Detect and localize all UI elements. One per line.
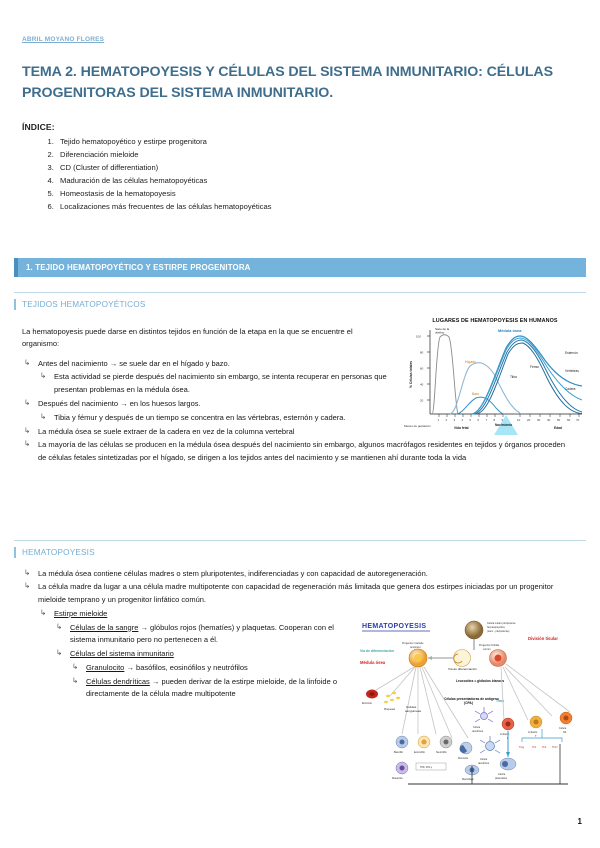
svg-text:Vértebras: Vértebras — [565, 369, 579, 373]
svg-text:(stem - pluripotente): (stem - pluripotente) — [487, 630, 510, 633]
index-block — [22, 122, 442, 215]
svg-text:Célula: Célula — [473, 726, 481, 729]
bullet-text: La célula madre da lugar a una célula madre multipotente con capacidad de regeneración más limitada que genera dos estirpes iniciadas por un progenitor mieloide temprano y un progenitor linfático común. — [38, 582, 554, 604]
svg-text:común: común — [483, 648, 491, 651]
bullet-celulas-sangre — [54, 622, 344, 647]
svg-text:Neutrófilo: Neutrófilo — [436, 751, 447, 754]
svg-text:Células: Células — [406, 705, 417, 709]
link-celulas-sistema-inmunitario[interactable]: Células del sistema inmunitario — [70, 648, 174, 658]
svg-text:Eosinófilo: Eosinófilo — [414, 751, 425, 754]
granulocito-text: → basófilos, eosinófilos y neutrófilos — [124, 662, 248, 672]
subsection-divider — [14, 292, 586, 293]
index-item-3: 3. CD (Cluster of differentiation) — [56, 162, 442, 175]
intro-paragraph: La hematopoyesis puede darse en distintos tejidos en función de la etapa en la que se encuentre el organismo: — [22, 327, 353, 349]
svg-text:Bazo: Bazo — [472, 392, 480, 396]
svg-text:70: 70 — [576, 418, 580, 422]
celulas-dendriticas-text: → pueden derivar de la estirpe mieloide, de la linfoide o directamente de la célula madre multipotente — [86, 676, 337, 699]
svg-text:30: 30 — [537, 418, 541, 422]
svg-text:Nacimiento: Nacimiento — [495, 423, 513, 427]
svg-text:Th17: Th17 — [552, 746, 558, 749]
link-estirpe-mieloide[interactable]: Estirpe mieloide — [54, 608, 108, 618]
svg-text:División tisular: División tisular — [528, 636, 559, 641]
svg-text:6: 6 — [477, 418, 480, 422]
svg-text:Vida fetal: Vida fetal — [454, 426, 469, 430]
svg-text:Th1: Th1 — [532, 746, 537, 749]
svg-text:Hígado: Hígado — [465, 360, 476, 364]
svg-text:Treg: Treg — [519, 746, 525, 749]
bullet-celulas-sistema-inmunitario — [54, 648, 344, 701]
svg-text:Fémur: Fémur — [530, 365, 540, 369]
svg-text:Célula: Célula — [480, 758, 488, 761]
svg-text:dendrítica: dendrítica — [472, 730, 483, 733]
author-link[interactable]: ABRIL MOYANO FLORES — [22, 36, 105, 43]
svg-text:Linfocito: Linfocito — [528, 731, 538, 734]
svg-text:20: 20 — [420, 398, 424, 403]
svg-text:plasmática: plasmática — [495, 777, 507, 780]
celulas-sangre-text: → glóbulos rojos (hematíes) y plaquetas. Cooperan con el sistema inmunitario pero no pertenecen a él. — [70, 622, 334, 645]
svg-text:Edad: Edad — [554, 426, 563, 430]
section-heading-bar — [14, 258, 586, 277]
svg-text:TNF, IFN-γ: TNF, IFN-γ — [420, 766, 433, 769]
svg-text:Progenitor linfoide: Progenitor linfoide — [479, 644, 500, 647]
svg-text:80: 80 — [420, 350, 424, 355]
subsection-tejidos — [14, 292, 586, 310]
bullet-macrofagos-residentes: ↳ La mayoría de las células se producen en la médula ósea después del nacimiento sin embargo, algunos macrófagos residentes en tejidos y órganos proceden de células fetales sintetizadas por el hígado, se dirigen a los tejidos antes del nacimiento y se mantienen ahí durante toda la vida — [22, 439, 570, 464]
page-title: TEMA 2. HEMATOPOYESIS Y CÉLULAS DEL SISTEMA INMUNITARIO: CÉLULAS PROGENITORAS DEL SISTEMA INMUNITARIO. — [22, 64, 553, 101]
link-celulas-sangre[interactable]: Células de la sangre — [70, 622, 139, 632]
svg-text:Tibia: Tibia — [510, 375, 517, 379]
svg-text:8: 8 — [493, 418, 496, 422]
page-number: 1 — [577, 817, 582, 826]
svg-text:Esternón: Esternón — [565, 351, 578, 355]
svg-text:Médula ósea: Médula ósea — [360, 660, 386, 665]
svg-text:Saco de la: Saco de la — [435, 327, 450, 331]
svg-text:40: 40 — [547, 418, 551, 422]
svg-text:9: 9 — [501, 418, 504, 422]
index-label: ÍNDICE: — [22, 122, 55, 132]
section-heading-text: 1. TEJIDO HEMATOPOYÉTICO Y ESTIRPE PROGENITORA — [26, 263, 251, 272]
svg-text:Leucocitos = glóbulos blancos: Leucocitos = glóbulos blancos — [456, 679, 505, 683]
svg-text:NK: NK — [563, 731, 567, 734]
bullet-tibia-femur: ↳ Tibia y fémur y después de un tiempo se concentra en las vértebras, esternón y cadera. — [38, 412, 394, 424]
index-list — [22, 136, 442, 214]
diagram-svg — [356, 616, 588, 788]
index-item-4: 4. Maduración de las células hematopoyéticas — [56, 175, 442, 188]
subsection-hematopoyesis-label: HEMATOPOYESIS — [14, 547, 586, 558]
svg-text:vitelino: vitelino — [435, 330, 445, 335]
figure-hematopoyesis-diagram — [356, 616, 588, 788]
svg-text:temprano: temprano — [410, 646, 421, 649]
svg-text:60: 60 — [567, 418, 571, 422]
index-item-6: 6. Localizaciones más frecuentes de las células hematopoyéticas — [56, 201, 442, 214]
svg-text:4: 4 — [461, 418, 464, 422]
svg-text:Vía de diferenciación: Vía de diferenciación — [448, 667, 477, 671]
svg-text:Linfocito: Linfocito — [500, 733, 510, 736]
svg-text:Células presentadoras de antíg: Células presentadoras de antígeno — [444, 697, 499, 701]
svg-text:7: 7 — [485, 418, 488, 422]
chart-title: LUGARES DE HEMATOPOYESIS EN HUMANOS — [432, 318, 558, 324]
svg-text:40: 40 — [420, 382, 424, 387]
subsection-tejidos-label: TEJIDOS HEMATOPOYÉTICOS — [14, 299, 586, 310]
svg-text:Meses de gestación: Meses de gestación — [404, 424, 431, 428]
svg-text:(CPA): (CPA) — [464, 701, 473, 705]
bullet-granulocito — [70, 662, 360, 674]
chart-svg — [402, 316, 588, 438]
svg-text:3: 3 — [453, 418, 456, 422]
bullet-despues-nacimiento — [22, 398, 394, 424]
svg-text:100: 100 — [416, 334, 421, 339]
svg-text:T: T — [535, 735, 537, 738]
svg-text:HEMATOPOYESIS: HEMATOPOYESIS — [362, 623, 427, 630]
svg-text:Mastocito: Mastocito — [392, 777, 403, 780]
link-granulocito[interactable]: Granulocito — [86, 662, 125, 672]
svg-text:Progenitor mieloide: Progenitor mieloide — [402, 642, 424, 645]
index-item-2: 2. Diferenciación mieloide — [56, 149, 442, 162]
svg-text:Th2: Th2 — [542, 746, 547, 749]
svg-text:2: 2 — [445, 418, 448, 422]
svg-text:Monocito: Monocito — [458, 757, 469, 760]
link-celulas-dendriticas[interactable]: Células dendríticas — [86, 676, 150, 686]
bullet-text: Antes del nacimiento → se suele dar en el hígado y bazo. — [38, 358, 230, 368]
bullet-medula-stem: ↳ La médula ósea contiene células madres o stem pluripotentes, indiferenciadas y con capacidad de autoregeneración. — [22, 568, 578, 580]
index-item-1: 1. Tejido hematopoyético y estirpe progenitora — [56, 136, 442, 149]
svg-text:Timo: Timo — [496, 699, 505, 703]
svg-text:Basófilo: Basófilo — [394, 751, 403, 754]
figure-lugares-hematopoyesis — [402, 316, 588, 438]
svg-text:Plaquetas: Plaquetas — [384, 708, 396, 711]
svg-text:5: 5 — [469, 418, 472, 422]
svg-text:Vía de diferenciación: Vía de diferenciación — [360, 649, 394, 653]
bullet-antes-nacimiento — [22, 358, 394, 397]
svg-text:Célula madre pluripotente: Célula madre pluripotente — [487, 622, 516, 625]
svg-text:50: 50 — [557, 418, 561, 422]
svg-text:Célula: Célula — [559, 727, 567, 730]
svg-text:1: 1 — [437, 418, 440, 422]
svg-text:60: 60 — [420, 366, 424, 371]
svg-text:hematopoyética: hematopoyética — [487, 626, 505, 629]
svg-text:10: 10 — [517, 418, 521, 422]
svg-text:Macrófago: Macrófago — [462, 778, 474, 781]
svg-text:sanguíneas: sanguíneas — [405, 709, 421, 713]
index-item-5: 5. Homeostasis de la hematopoyesis — [56, 188, 442, 201]
bullet-actividad-perdida: ↳ Esta actividad se pierde después del nacimiento sin embargo, se intenta recuperar en personas que presentan problemas en la médula ósea. — [38, 371, 394, 396]
svg-text:Cadera: Cadera — [565, 387, 576, 391]
bullet-celulas-dendriticas — [70, 676, 360, 701]
bullet-medula-extraccion: ↳ La médula ósea se suele extraer de la cadera en vez de la columna vertebral — [22, 426, 570, 438]
subsection-hematopoyesis — [14, 540, 586, 558]
svg-text:20: 20 — [527, 418, 531, 422]
svg-text:Médula ósea: Médula ósea — [498, 328, 522, 333]
svg-text:% Células totales: % Células totales — [409, 360, 413, 388]
svg-text:Eritrocito: Eritrocito — [362, 702, 372, 705]
bullet-text: Después del nacimiento → en los huesos largos. — [38, 398, 201, 408]
subsection-divider — [14, 540, 586, 541]
svg-text:dendrítica: dendrítica — [478, 762, 489, 765]
svg-text:Célula: Célula — [498, 773, 506, 776]
